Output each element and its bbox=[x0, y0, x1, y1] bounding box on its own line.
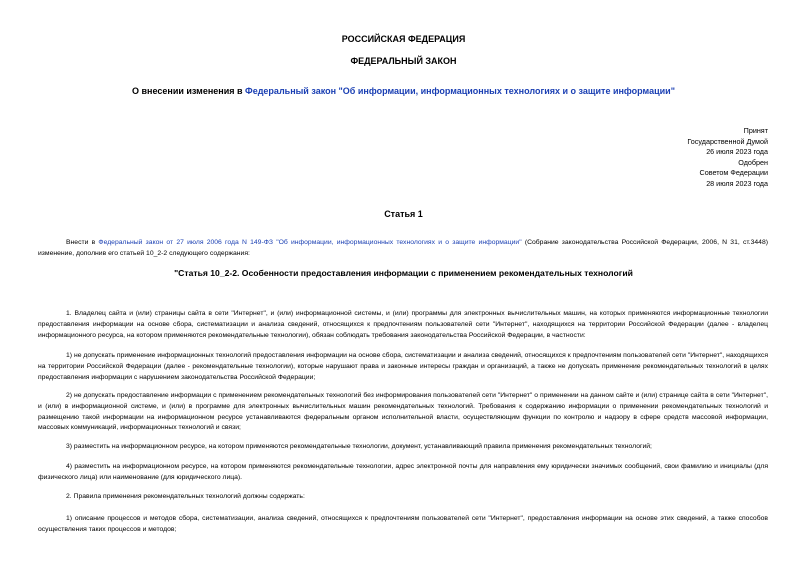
paragraph: 2) не допускать предоставление информации с применением рекомендательных технологий без информирования пользователей сети "Интернет" о применении на данном сайте и (или) странице сайта в сети "Интернет", и (или) в информационной системе, и (или) в программе для электронных вычислительных машин рекомендательных технологий. Требования к содержанию информации о применении рекомендательных технологий и размещению такой информации на информационном ресурсе устанавливаются федеральным органом исполнительной власти, осуществляющим функции по контролю и надзору в сфере средств массовой информации, массовых коммуникаций, информационных технологий и связи; bbox=[38, 392, 768, 432]
adoption-line: Государственной Думой bbox=[687, 136, 768, 146]
adoption-line: Принят bbox=[743, 126, 768, 135]
paragraph: 1) не допускать применение информационных технологий предоставления информации на основе сбора, систематизации и анализа сведений, относящихся к предпочтениям пользователей сети "Интернет", находящихся на территории Российской Федерации (далее - рекомендательные технологии), которые нарушают права и законные интересы граждан и организаций, а также не допускать применение рекомендательных технологий в целях предоставления информации с нарушением законодательства Российской Федерации; bbox=[38, 352, 768, 381]
article-title: Статья 1 bbox=[384, 209, 423, 219]
article-intro bbox=[38, 238, 768, 260]
intro-suffix: (Собрание законодательства Российской Федерации, 2006, N 31, ст.3448) изменение, дополнив его статьей 10_2-2 следующего содержания: bbox=[38, 239, 769, 257]
adoption-line: Одобрен bbox=[738, 157, 768, 167]
country-heading: РОССИЙСКАЯ ФЕДЕРАЦИЯ bbox=[341, 34, 466, 44]
intro-prefix: Внести в bbox=[66, 239, 99, 246]
paragraph: 3) разместить на информационном ресурсе, на котором применяются рекомендательные технологии, документ, устанавливающий правила применения рекомендательных технологий; bbox=[66, 443, 652, 450]
adoption-line: 28 июля 2023 года bbox=[706, 178, 768, 188]
new-article-title: "Статья 10_2-2. Особенности предоставления информации с применением рекомендательных технологий bbox=[174, 268, 633, 278]
law-type-heading: ФЕДЕРАЛЬНЫЙ ЗАКОН bbox=[350, 56, 457, 66]
paragraph: 2. Правила применения рекомендательных технологий должны содержать: bbox=[66, 493, 305, 500]
intro-law-link[interactable]: Федеральный закон от 27 июля 2006 года N 149-ФЗ "Об информации, информационных технологиях и о защите информации" bbox=[98, 239, 522, 246]
adoption-line: Советом Федерации bbox=[699, 168, 768, 178]
law-title bbox=[0, 86, 807, 96]
paragraph: 1) описание процессов и методов сбора, систематизации, анализа сведений, относящихся к предпочтениям пользователей сети "Интернет", предоставления информации на основе этих сведений, а также способов осуществления таких процессов и методов; bbox=[38, 515, 768, 533]
paragraph: 1. Владелец сайта и (или) страницы сайта в сети "Интернет", и (или) информационной системы, и (или) программы для электронных вычислительных машин, на которых применяются информационные технологии предоставления информации на основе сбора, систематизации и анализа сведений, относящихся к предпочтениям пользователей сети "Интернет", находящихся на территории Российской Федерации (далее - владелец информационного ресурса, на котором применяются рекомендательные технологии), обязан соблюдать требования законодательства Российской Федерации, в частности: bbox=[38, 310, 768, 339]
law-title-link[interactable]: Федеральный закон "Об информации, информационных технологиях и о защите информации" bbox=[245, 86, 675, 96]
paragraph: 4) разместить на информационном ресурсе, на котором применяются рекомендательные технологии, адрес электронной почты для направления ему юридически значимых сообщений, свои фамилию и инициалы (для физического лица) или наименование (для юридического лица). bbox=[38, 463, 768, 481]
adoption-block bbox=[568, 126, 768, 190]
law-title-prefix: О внесении изменения в bbox=[132, 86, 246, 96]
adoption-line: 26 июля 2023 года bbox=[706, 147, 768, 157]
